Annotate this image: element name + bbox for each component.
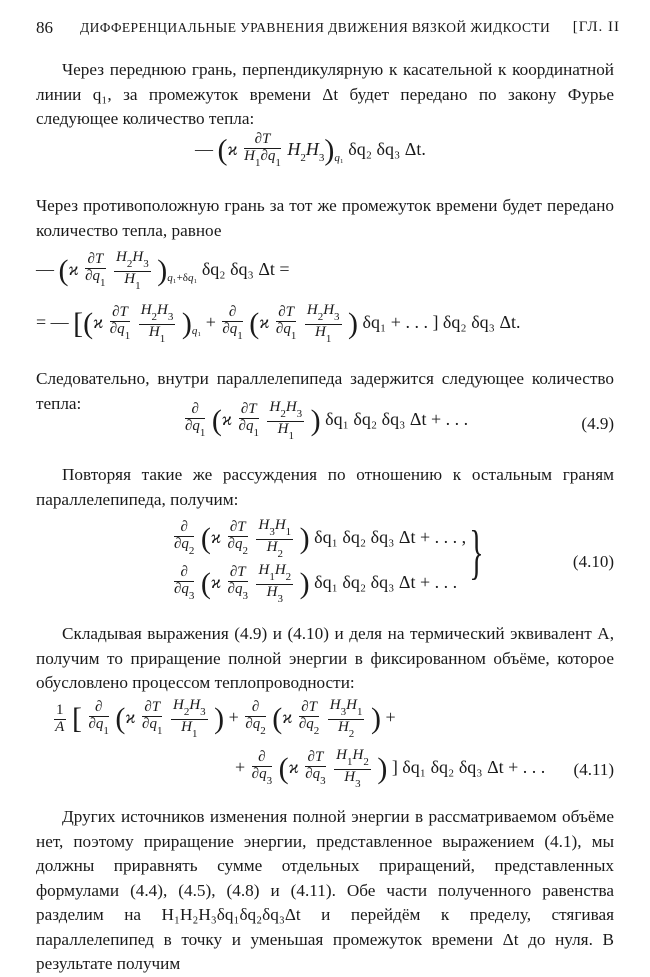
equation-opposite-face-line1: — (ϰ $\frac{\partial T}{\partial q_1}$ $\frac{H_2H_3}{H_1}$ )$_{q_1+\delta q_1}$ δq₂ δq₃ Δt =	[36, 249, 290, 292]
paragraph-summing: Складывая выражения (4.9) и (4.10) и деля на термический эквивалент A, получим то приращение полной энергии в фиксированном объёме, которое обусловлено процессом теплопроводности:	[36, 624, 614, 692]
equation-4-9: $\frac{\partial}{\partial q_1}$ (ϰ $\frac{\partial T}{\partial q_1}$ $\frac{H_2H_3}{H_1}$ ) δq₁ δq₂ δq₃ Δt + . . .	[185, 399, 469, 442]
equation-b-tail: δq₂ δq₃ Δt =	[201, 259, 290, 280]
chapter-label: [ГЛ. II	[572, 19, 620, 35]
running-header	[36, 18, 620, 44]
equation-4-10-line1: $\frac{\partial}{\partial q_2}$ (ϰ $\frac{\partial T}{\partial q_2}$ $\frac{H_3H_1}{H_2}$ ) δq₁ δq₂ δq₃ Δt + . . . ,	[174, 517, 467, 560]
equation-4-11-line2: + $\frac{\partial}{\partial q_3}$ (ϰ $\frac{\partial T}{\partial q_3}$ $\frac{H_1H_2}{H_3}$ ) ] δq₁ δq₂ δq₃ Δt + . . .	[235, 747, 546, 790]
equation-e2-tail: ] δq₁ δq₂ δq₃ Δt + . . .	[391, 757, 546, 778]
paragraph-opposite-face: Через противоположную грань за тот же промежуток времени будет передано количество тепла, равное	[36, 196, 614, 240]
equation-a-tail: δq₂ δq₃ Δt.	[348, 138, 426, 159]
paragraph-front-face: Через переднюю грань, перпендикулярную к касательной к координатной линии q₁, за промежуток времени Δt будет передано по закону Фурье следующее количество тепла:	[36, 60, 614, 128]
equation-c-tail: δq₁ δq₂ δq₃ Δt + . . .	[325, 409, 469, 430]
equation-front-face-heat: — (ϰ $\frac{\partial T}{H_1\partial q_1}$ $H_2H_3)_{q_1}$ δq₂ δq₃ Δt.	[195, 131, 426, 169]
equation-d1-tail: δq₁ δq₂ δq₃ Δt + . . . ,	[314, 527, 467, 548]
equation-number-4-10: (4.10)	[572, 552, 614, 571]
paragraph-energy-balance: Других источников изменения полной энергии в рассматриваемом объёме нет, поэтому приращение энергии, представленное выражением (4.1), мы должны приравнять сумме отдельных приращений, представленных формулами (4.4), (4.5), (4.8) и (4.11). Обе части полученного равенства разделим на H₁H₂H₃δq₁δq₂δq₃Δt и перейдём к пределу, стягивая параллелепипед в точку и уменьшая промежуток времени Δt до нуля. В результате получим	[36, 807, 614, 973]
running-title: ДИФФЕРЕНЦИАЛЬНЫЕ УРАВНЕНИЯ ДВИЖЕНИЯ ВЯЗКОЙ ЖИДКОСТИ	[80, 20, 551, 35]
equation-4-10-line2: $\frac{\partial}{\partial q_3}$ (ϰ $\frac{\partial T}{\partial q_3}$ $\frac{H_1H_2}{H_3}$ ) δq₁ δq₂ δq₃ Δt + . . .	[174, 562, 458, 605]
equation-b2-tail: δq₁ + . . . ] δq₂ δq₃ Δt.	[362, 312, 521, 333]
page-number: 86	[36, 18, 53, 37]
paragraph-other-faces: Повторяя такие же рассуждения по отношению к остальным граням параллелепипеда, получим:	[36, 465, 614, 509]
equation-d2-tail: δq₁ δq₂ δq₃ Δt + . . .	[314, 572, 458, 593]
equation-number-4-11: (4.11)	[573, 760, 614, 779]
paragraph-retained-heat: Следовательно, внутри параллелепипеда задержится следующее количество тепла:	[36, 369, 614, 413]
right-brace: }	[469, 519, 484, 585]
equation-4-11-line1: $\frac{1}{A}$ [ $\frac{\partial}{\partial q_1}$ (ϰ $\frac{\partial T}{\partial q_1}$ $\frac{H_2H_3}{H_1}$ ) + $\frac{\partial}{\partial q_2}$ (ϰ $\frac{\partial T}{\partial q_2}$ $\frac{H_3H_1}{H_2}$ ) +	[55, 697, 396, 740]
equation-opposite-face-line2: = — [(ϰ $\frac{\partial T}{\partial q_1}$ $\frac{H_2H_3}{H_1}$ )$_{q_1}$ + $\frac{\partial}{\partial q_1}$ (ϰ $\frac{\partial T}{\partial q_1}$ $\frac{H_2H_3}{H_1}$ ) δq₁ + . . . ] δq₂ δq₃ Δt.	[36, 302, 521, 345]
equation-number-4-9: (4.9)	[581, 414, 614, 433]
